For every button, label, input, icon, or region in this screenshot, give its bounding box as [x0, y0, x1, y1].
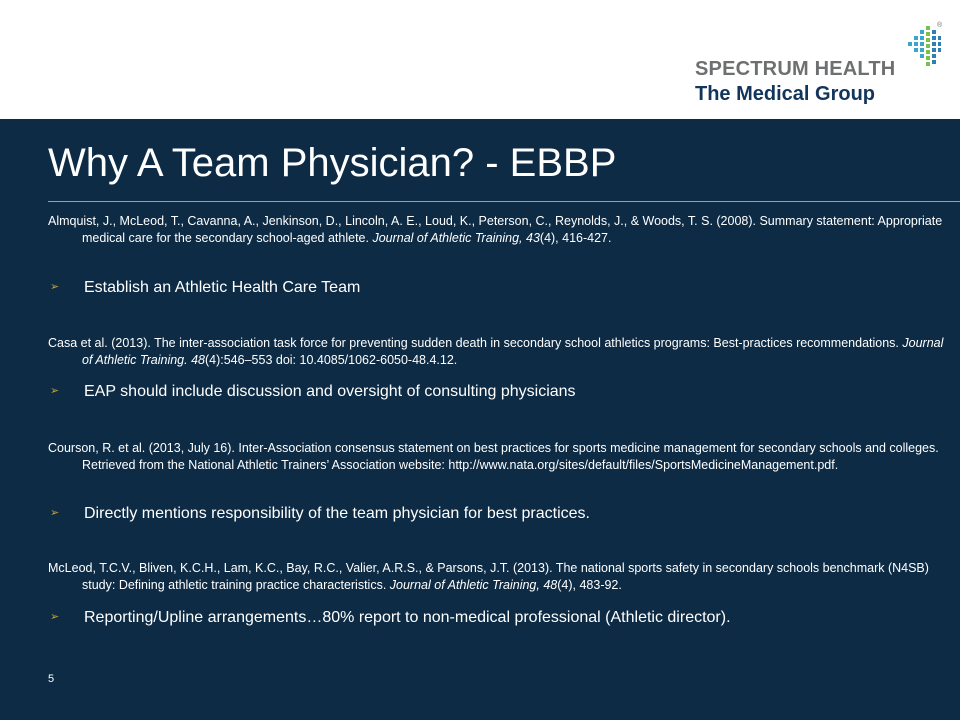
reference-3: Courson, R. et al. (2013, July 16). Inter-Association consensus statement on best practices for sports medicine management for secondary schools and colleges. Retrieved from the National Athletic Trainers’ Association website: http://www.nata.org/sites/default/files/SportsMedicineManagement.pdf. [48, 441, 939, 472]
reference-1: Almquist, J., McLeod, T., Cavanna, A., Jenkinson, D., Lincoln, A. E., Loud, K., Peterson, C., Reynolds, J., & Woods, T. S. (2008). Summary statement: Appropriate medical care for the secondary school-aged athlete. Journal of Athletic Training, 43(4), 416-427. [48, 214, 943, 245]
slide-title: Why A Team Physician? - EBBP [48, 141, 617, 185]
logo-mark-icon [900, 22, 944, 74]
title-divider [48, 201, 960, 202]
logo-brand-name: SPECTRUM HEALTH [695, 58, 896, 80]
bullet-4: ➢ Reporting/Upline arrangements…80% report to non-medical professional (Athletic director). [50, 609, 731, 626]
bullet-1: ➢ Establish an Athletic Health Care Team [50, 279, 361, 296]
bullet-3: ➢ Directly mentions responsibility of the team physician for best practices. [50, 505, 590, 522]
bullet-arrow-icon: ➢ [50, 385, 60, 397]
registered-mark: ® [937, 22, 943, 29]
bullet-2: ➢ EAP should include discussion and oversight of consulting physicians [50, 383, 576, 400]
bullet-arrow-icon: ➢ [50, 281, 60, 293]
reference-4: McLeod, T.C.V., Bliven, K.C.H., Lam, K.C., Bay, R.C., Valier, A.R.S., & Parsons, J.T. (2013). The national sports safety in secondary schools benchmark (N4SB) study: Defining athletic training practice characteristics. Journal of Athletic Training, 48(4), 483-92. [48, 561, 929, 592]
spectrum-health-logo [695, 22, 945, 112]
page-number: 5 [48, 673, 55, 685]
reference-2: Casa et al. (2013). The inter-association task force for preventing sudden death in secondary school athletics programs: Best-practices recommendations. Journal of Athletic Training. 48(4):546–553 doi: 10.4085/1062-6050-48.4.12. [48, 336, 944, 367]
logo-subtitle: The Medical Group [695, 83, 876, 105]
slide-header [0, 0, 960, 119]
bullet-arrow-icon: ➢ [50, 611, 60, 623]
slide-body [0, 119, 960, 720]
bullet-arrow-icon: ➢ [50, 507, 60, 519]
